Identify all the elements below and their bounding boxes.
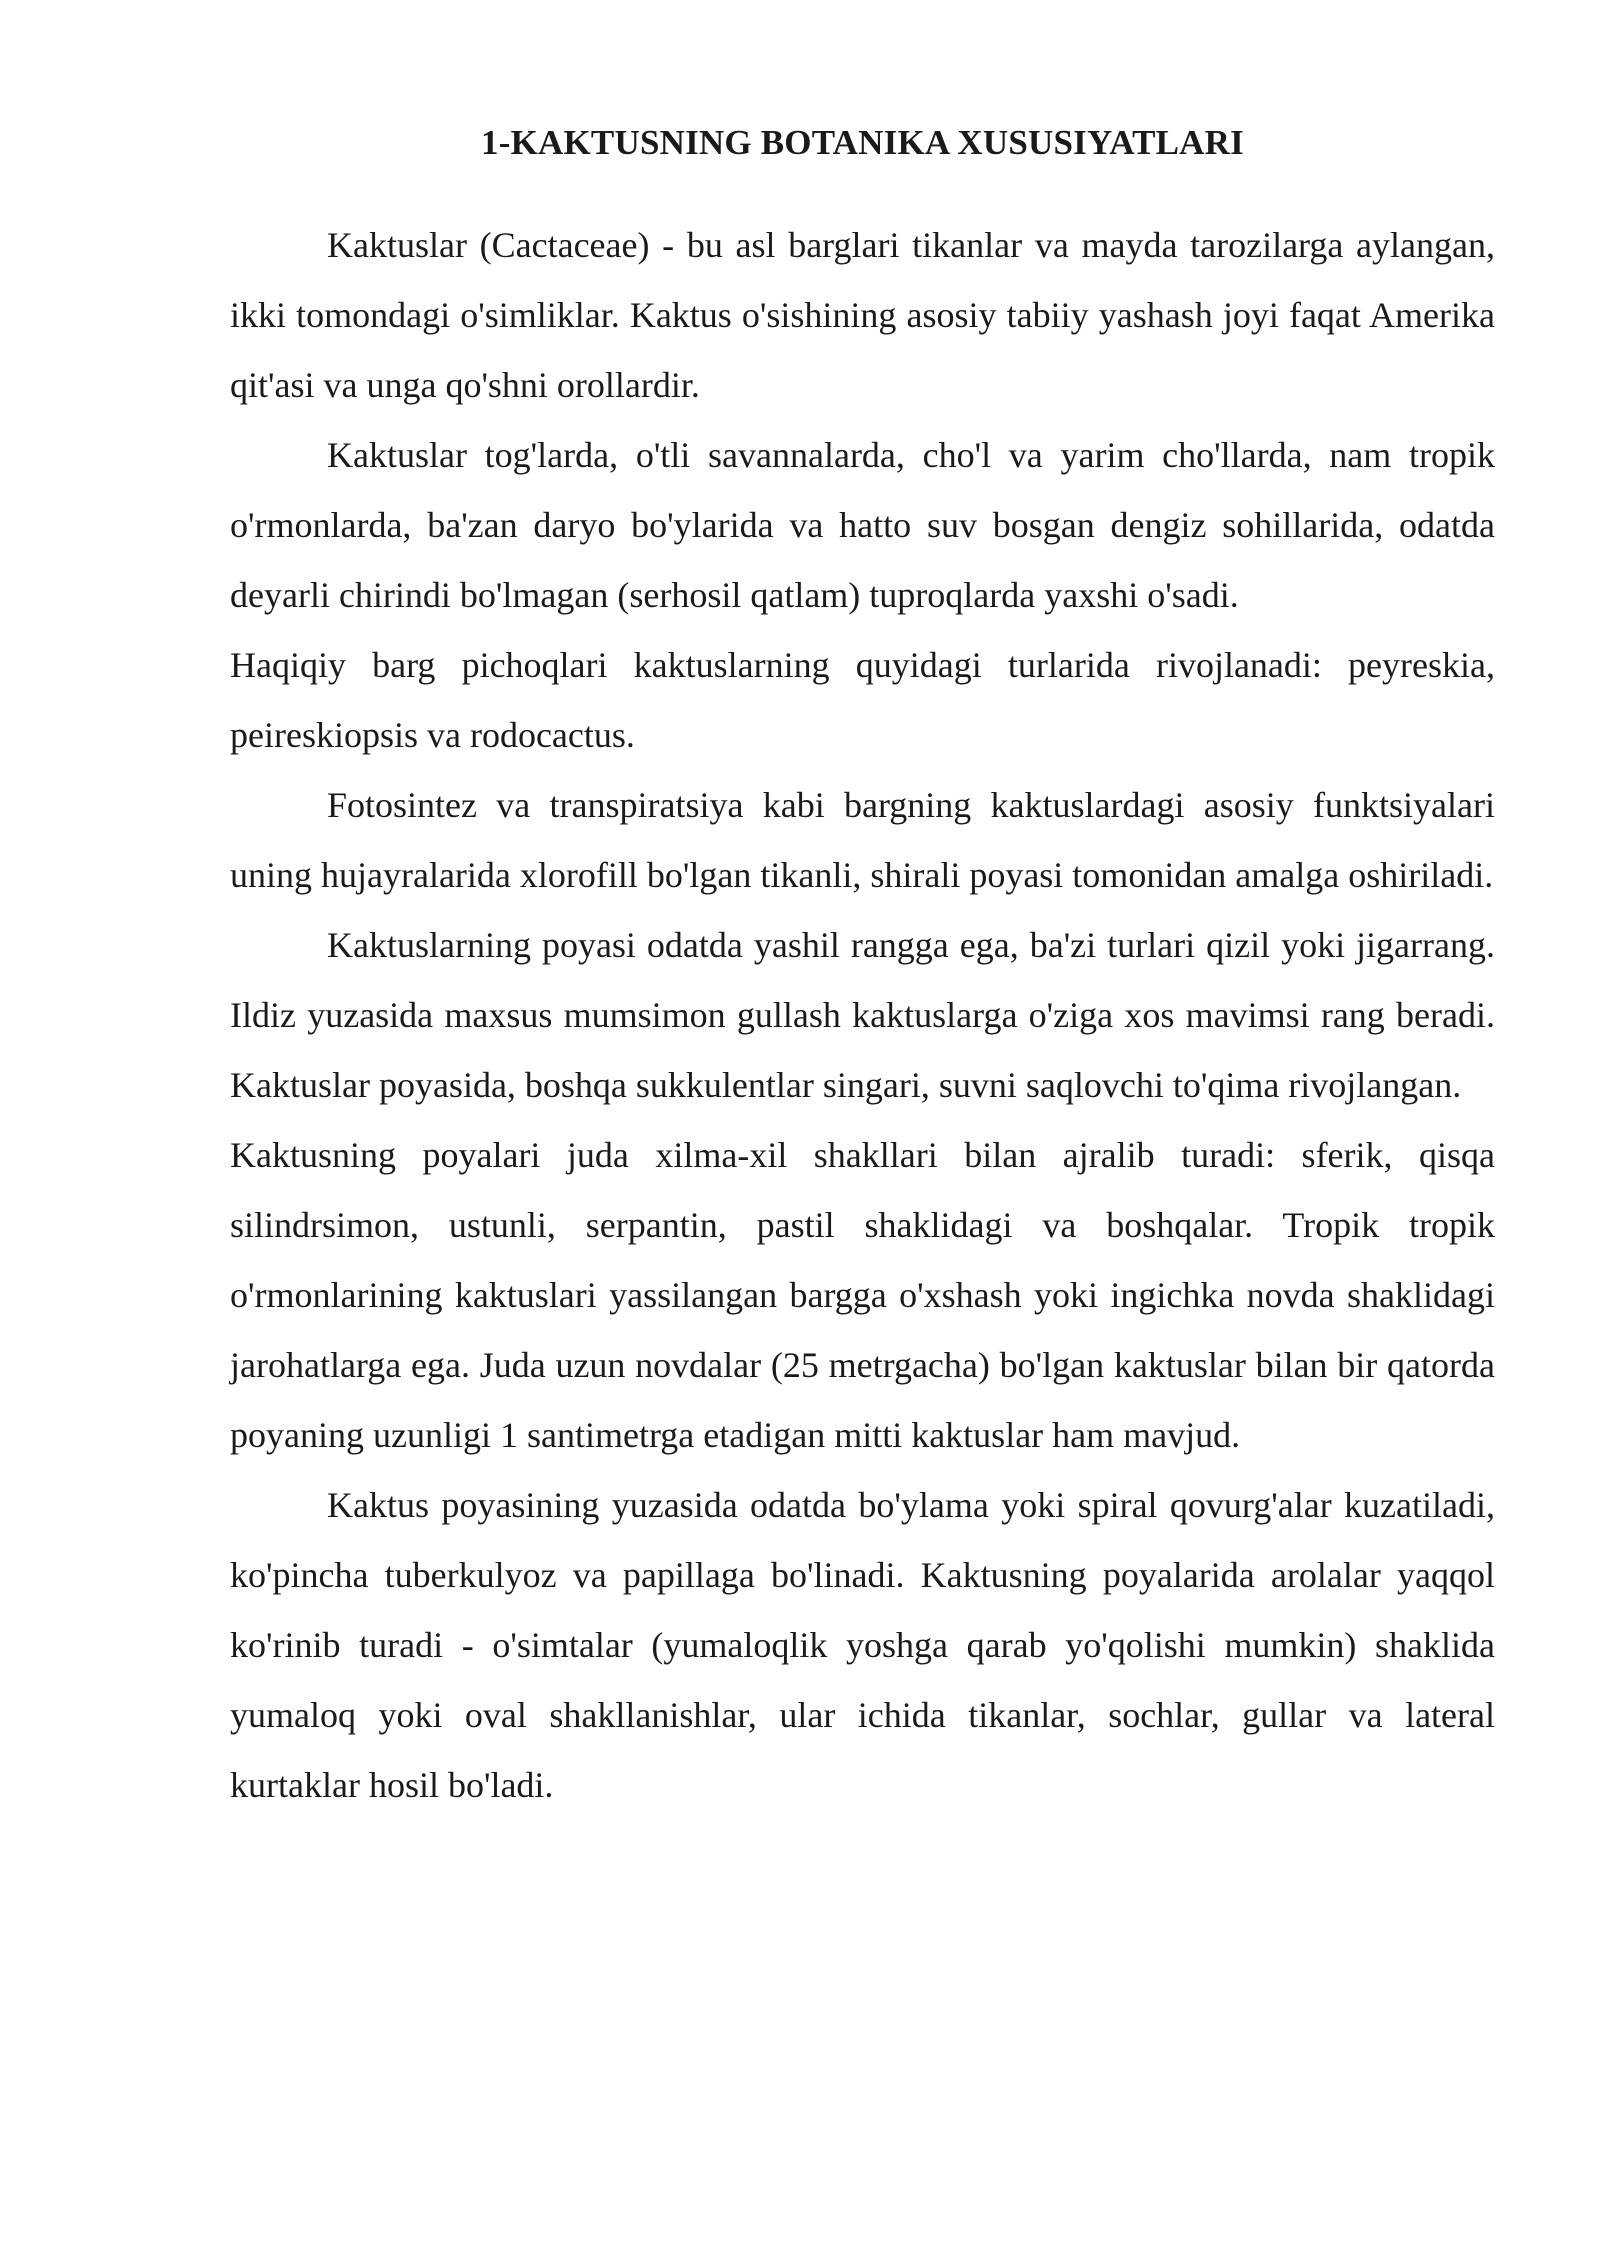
paragraph-areoles: Kaktus poyasining yuzasida odatda bo'ylama yoki spiral qovurg'alar kuzatiladi, ko'pincha tuberkulyoz va papillaga bo'linadi. Kaktusning poyalarida arolalar yaqqol ko'rinib turadi - o'simtalar (yumaloqlik yoshga qarab yo'qolishi mumkin) shaklida yumaloq yoki oval shakllanishlar, ular ichida tikanlar, sochlar, gullar va lateral kurtaklar hosil bo'ladi. — [230, 1485, 1495, 1805]
document-page — [230, 118, 1495, 1820]
paragraph-stem-shapes: Kaktusning poyalari juda xilma-xil shakllari bilan ajralib turadi: sferik, qisqa silindrsimon, ustunli, serpantin, pastil shaklidagi va boshqalar. Tropik tropik o'rmonlarining kaktuslari yassilangan bargga o'xshash yoki ingichka novda shaklidagi jarohatlarga ega. Juda uzun novdalar (25 metrgacha) bo'lgan kaktuslar bilan bir qatorda poyaning uzunligi 1 santimetrga etadigan mitti kaktuslar ham mavjud. — [230, 1135, 1495, 1455]
paragraph-stem-color: Kaktuslarning poyasi odatda yashil rangga ega, ba'zi turlari qizil yoki jigarrang. Ildiz yuzasida maxsus mumsimon gullash kaktuslarga o'ziga xos mavimsi rang beradi. Kaktuslar poyasida, boshqa sukkulentlar singari, suvni saqlovchi to'qima rivojlangan. — [230, 925, 1495, 1105]
paragraph-cactaceae-definition: Kaktuslar (Cactaceae) - bu asl barglari tikanlar va mayda tarozilarga aylangan, ikki tomondagi o'simliklar. Kaktus o'sishining asosiy tabiiy yashash joyi faqat Amerika qit'asi va unga qo'shni orollardir. — [230, 225, 1495, 405]
paragraph-photosynthesis: Fotosintez va transpiratsiya kabi bargning kaktuslardagi asosiy funktsiyalari uning hujayralarida xlorofill bo'lgan tikanli, shirali poyasi tomonidan amalga oshiriladi. — [230, 785, 1495, 895]
document-title: 1-KAKTUSNING BOTANIKA XUSUSIYATLARI — [481, 123, 1244, 162]
paragraph-habitats: Kaktuslar tog'larda, o'tli savannalarda, cho'l va yarim cho'llarda, nam tropik o'rmonlarda, ba'zan daryo bo'ylarida va hatto suv bosgan dengiz sohillarida, odatda deyarli chirindi bo'lmagan (serhosil qatlam) tuproqlarda yaxshi o'sadi. — [230, 435, 1495, 615]
paragraph-true-leaves: Haqiqiy barg pichoqlari kaktuslarning quyidagi turlarida rivojlanadi: peyreskia, peireskiopsis va rodocactus. — [230, 645, 1495, 755]
